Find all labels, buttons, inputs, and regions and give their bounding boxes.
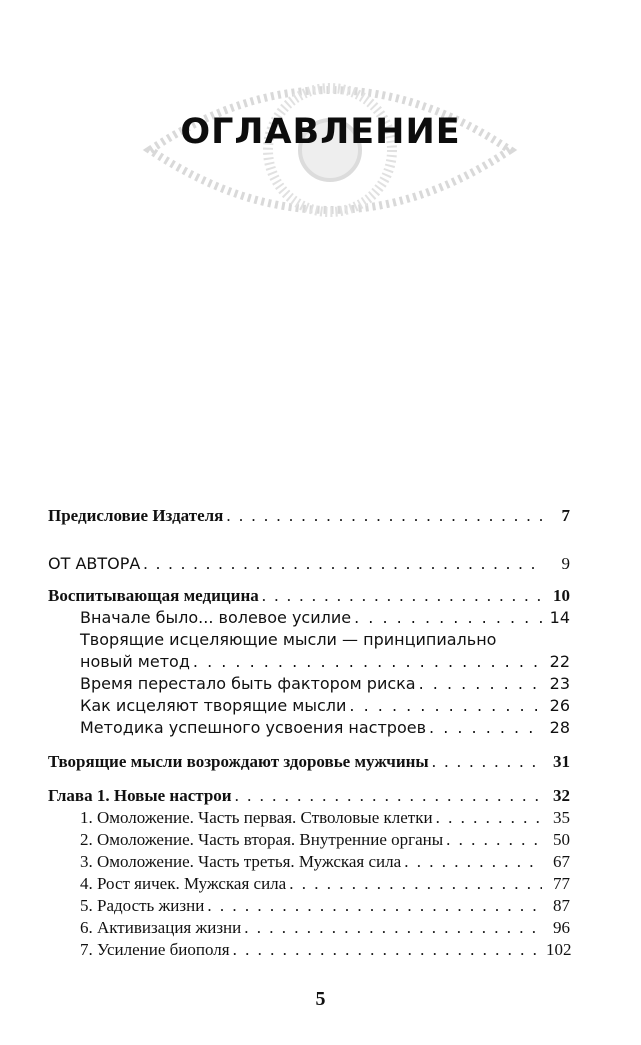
toc-entry[interactable] [48, 673, 570, 695]
toc-entry-page: 96 [553, 918, 570, 937]
toc-entry[interactable] [48, 851, 570, 873]
dot-leader [432, 751, 542, 773]
toc-entry-title: 5. Радость жизни [80, 896, 205, 915]
toc-entry-title: новый метод [80, 652, 190, 671]
toc-entry-title: 6. Активизация жизни [80, 918, 242, 937]
toc-entry[interactable] [48, 829, 570, 851]
toc-entry[interactable] [48, 751, 570, 773]
toc-entry-title: 7. Усиление биополя [80, 940, 230, 959]
dot-leader [354, 607, 542, 629]
toc-entry-title: 4. Рост яичек. Мужская сила [80, 874, 287, 893]
dot-leader [419, 673, 542, 695]
toc-entry[interactable] [48, 607, 570, 629]
dot-leader [244, 917, 542, 939]
toc-entry[interactable] [48, 695, 570, 717]
toc-entry-page: 102 [546, 940, 572, 959]
toc-entry-title: Время перестало быть фактором риска [80, 674, 416, 693]
toc-entry-title: 1. Омоложение. Часть первая. Стволовые клетки [80, 808, 433, 827]
toc-entry-page: 9 [561, 554, 570, 573]
toc-entry-title: Предисловие Издателя [48, 506, 224, 525]
dot-leader [436, 807, 542, 829]
toc-entry[interactable] [48, 917, 570, 939]
toc-entry-title: Творящие мысли возрождают здоровье мужчины [48, 752, 429, 771]
dot-leader [404, 851, 542, 873]
dot-leader [289, 873, 542, 895]
toc-entry[interactable] [48, 585, 570, 607]
toc-entry-page: 35 [553, 808, 570, 827]
toc-entry-title: 2. Омоложение. Часть вторая. Внутренние органы [80, 830, 444, 849]
toc-entry-page: 31 [553, 752, 570, 771]
dot-leader [226, 505, 542, 527]
toc-entry-title: Воспитывающая медицина [48, 586, 259, 605]
toc-entry-title: Вначале было... волевое усилие [80, 608, 352, 627]
dot-leader [193, 651, 542, 673]
toc-entry[interactable] [48, 651, 570, 673]
dot-leader [207, 895, 542, 917]
dot-leader [143, 553, 542, 575]
toc-entry[interactable] [48, 895, 570, 917]
dot-leader [429, 717, 542, 739]
toc-entry-page: 87 [553, 896, 570, 915]
dot-leader [233, 939, 542, 961]
toc-entry[interactable] [48, 807, 570, 829]
toc-entry-page: 14 [549, 608, 570, 627]
toc-entry-page: 26 [549, 696, 570, 715]
toc-entry-page: 10 [553, 586, 570, 605]
dot-leader [262, 585, 542, 607]
toc-entry-title: Как исцеляют творящие мысли [80, 696, 347, 715]
toc-entry-title: Глава 1. Новые настрои [48, 786, 232, 805]
dot-leader [349, 695, 542, 717]
toc-entry-page: 22 [549, 652, 570, 671]
toc-entry[interactable] [48, 939, 570, 961]
toc-entry[interactable] [48, 717, 570, 739]
dot-leader [235, 785, 542, 807]
table-of-contents [48, 505, 570, 961]
toc-entry-title: ОТ АВТОРА [48, 554, 141, 573]
toc-entry[interactable] [48, 553, 570, 575]
page-title: ОГЛАВЛЕНИЕ [180, 112, 461, 152]
toc-entry-title: 3. Омоложение. Часть третья. Мужская сила [80, 852, 402, 871]
toc-entry-page: 67 [553, 852, 570, 871]
toc-entry-page: 28 [549, 718, 570, 737]
toc-entry[interactable] [48, 873, 570, 895]
page-number: 5 [315, 988, 326, 1010]
toc-entry-page: 23 [549, 674, 570, 693]
toc-entry[interactable] [48, 505, 570, 527]
toc-entry-page: 50 [553, 830, 570, 849]
toc-entry[interactable] [48, 785, 570, 807]
toc-entry-page: 7 [561, 506, 570, 525]
toc-entry-title: Методика успешного усвоения настроев [80, 718, 427, 737]
toc-entry-line-1[interactable]: Творящие исцеляющие мысли — принципиально [80, 630, 497, 649]
toc-entry-page: 77 [553, 874, 570, 893]
dot-leader [446, 829, 542, 851]
toc-entry-page: 32 [553, 786, 570, 805]
